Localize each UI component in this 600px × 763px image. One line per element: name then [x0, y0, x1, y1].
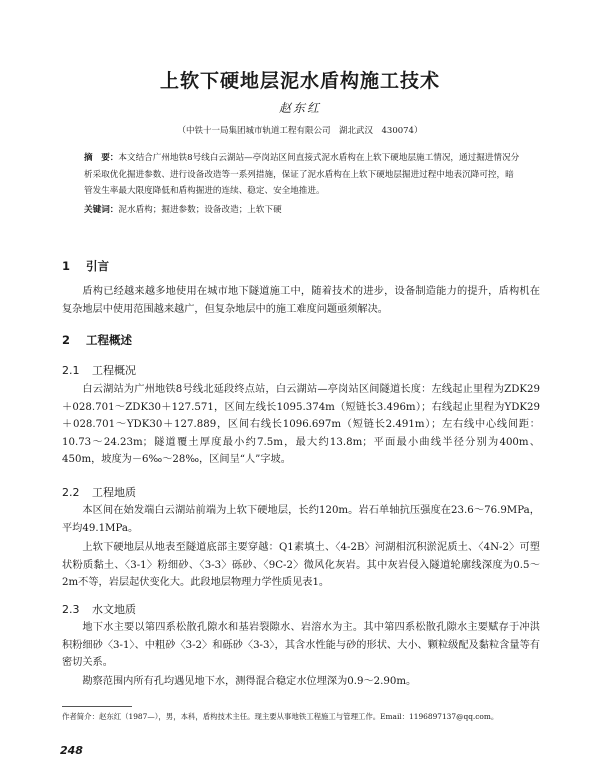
subsection-2-2-paragraph-2: 上软下硬地层从地表至隧道底部主要穿越：Q1素填土、〈4-2B〉河湖相沉积淤泥质土、〈4N-2〉可塑状粉质黏土、〈3-1〉粉细砂、〈3-3〉砾砂、〈9C-2〉微风化灰岩。其中灰岩侵入隧道轮廓线深度为0.5～2m不等，岩层起伏变化大。此段地层物理力学性质见表1。: [62, 542, 540, 588]
page-number: 248: [60, 744, 83, 757]
subsection-heading-2-1: 2.1 工程概况: [62, 364, 136, 377]
subsection-heading-2-2: 2.2 工程地质: [62, 486, 136, 499]
section-1-paragraph: 盾构已经越来越多地使用在城市地下隧道施工中，随着技术的进步，设备制造能力的提升，盾构机在复杂地层中使用范围越来越广，但复杂地层中的施工难度问题亟须解决。: [62, 286, 540, 315]
footnote-divider: [62, 706, 132, 707]
keywords-label: 关键词：: [84, 204, 119, 215]
keywords-text: 泥水盾构；掘进参数；设备改造；上软下硬: [118, 204, 282, 215]
section-heading-1: 1 引言: [62, 259, 109, 273]
paper-title: 上软下硬地层泥水盾构施工技术: [159, 70, 440, 92]
section-heading-2: 2 工程概述: [62, 333, 132, 347]
subsection-heading-2-3: 2.3 水文地质: [62, 603, 136, 616]
subsection-2-2-paragraph-1: 本区间在始发端白云湖站前端为上软下硬地层，长约120m。岩石单轴抗压强度在23.6～76.9MPa，平均49.1MPa。: [62, 505, 540, 534]
abstract: [84, 150, 520, 200]
author-name: 赵东红: [278, 101, 321, 115]
keywords: [84, 202, 520, 219]
author-footnote: 作者简介：赵东红（1987—），男，本科，盾构技术主任。现主要从事地铁工程施工与管理工作。Email：1196897137@qq.com。: [62, 712, 499, 721]
author-affiliation: （中铁十一局集团城市轨道工程有限公司 湖北武汉 430074）: [177, 126, 423, 136]
abstract-label: 摘 要：: [84, 153, 119, 163]
abstract-text: 本文结合广州地铁8号线白云湖站—亭岗站区间直接式泥水盾构在上软下硬地层施工情况，通过掘进情况分析采取优化掘进参数、进行设备改造等一系列措施，保证了泥水盾构在上软下硬地层掘进过程中地表沉降可控，暗管发生率最大限度降低和盾构掘进的连续、稳定、安全地推进。: [84, 153, 520, 197]
subsection-2-3-paragraph-2: 勘察范围内所有孔均遇见地下水，测得混合稳定水位埋深为0.9～2.90m。: [82, 676, 417, 687]
abstract-block: [84, 150, 520, 218]
subsection-2-1-paragraph: 白云湖站为广州地铁8号线北延段终点站，白云湖站—亭岗站区间隧道长度：左线起止里程为ZDK29＋028.701～ZDK30＋127.571，区间左线长1095.374m（短链长3.496m）；右线起止里程为YDK29＋028.701～YDK30＋127.889，区间右线长1096.697m（短链长2.491m）；左右线中心线间距：10.73～24.23m；隧道覆土厚度最小约7.5m，最大约13.8m；平面最小曲线半径分别为400m、450m，坡度为－6‰～28‰，区间呈“人”字坡。: [62, 384, 540, 465]
subsection-2-3-paragraph-1: 地下水主要以第四系松散孔隙水和基岩裂隙水、岩溶水为主。其中第四系松散孔隙水主要赋存于冲洪积粉细砂〈3-1〉、中粗砂〈3-2〉和砾砂〈3-3〉，其含水性能与砂的形状、大小、颗粒级配及黏粒含量等有密切关系。: [62, 622, 540, 668]
